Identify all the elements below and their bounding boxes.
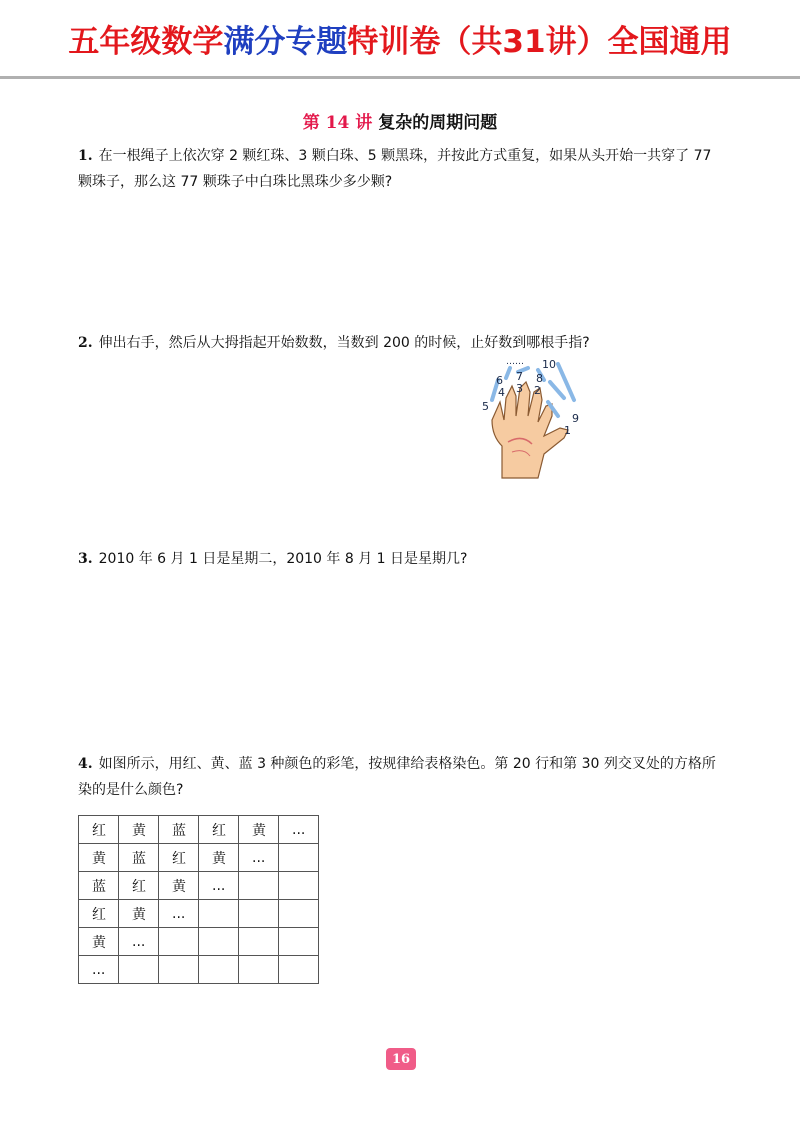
table-cell (279, 872, 319, 900)
table-cell: ... (79, 956, 119, 984)
banner-part-1: 五年级数学 (68, 23, 224, 60)
hand-label-5: 5 (482, 400, 489, 413)
table-cell (279, 900, 319, 928)
table-cell: 蓝 (159, 816, 199, 844)
table-cell: 黄 (79, 928, 119, 956)
table-cell (239, 872, 279, 900)
question-number: 2. (78, 335, 93, 351)
table-cell: ... (279, 816, 319, 844)
table-cell: 蓝 (119, 844, 159, 872)
table-cell: ... (159, 900, 199, 928)
table-cell (119, 956, 159, 984)
table-cell: 黄 (119, 900, 159, 928)
table-cell: 红 (79, 900, 119, 928)
table-cell: 红 (79, 816, 119, 844)
question-text: 在一根绳子上依次穿 2 颗红珠、3 颗白珠、5 颗黑珠，并按此方式重复，如果从头开始一共穿了 77 颗珠子，那么这 77 颗珠子中白珠比黑珠少多少颗? (78, 148, 712, 190)
question-3 (78, 546, 728, 572)
table-cell: ... (199, 872, 239, 900)
table-cell (199, 956, 239, 984)
table-row (79, 844, 319, 872)
table-cell: ... (119, 928, 159, 956)
table-cell (199, 900, 239, 928)
hand-label-9: 9 (572, 412, 579, 425)
table-cell: 红 (119, 872, 159, 900)
table-row (79, 900, 319, 928)
table-cell (279, 928, 319, 956)
table-cell: 黄 (159, 872, 199, 900)
question-number: 4. (78, 756, 93, 772)
question-1 (78, 143, 728, 195)
table-cell: 红 (159, 844, 199, 872)
table-cell (199, 928, 239, 956)
table-cell (239, 928, 279, 956)
hand-label-2: 2 (534, 384, 541, 397)
banner-part-3: 特训卷（共31讲）全国通用 (347, 23, 732, 60)
table-row (79, 956, 319, 984)
question-number: 3. (78, 551, 93, 567)
table-cell: 黄 (79, 844, 119, 872)
hand-label-4: 4 (498, 386, 505, 399)
table-cell (239, 956, 279, 984)
lesson-number: 第 14 讲 (302, 113, 373, 133)
table-cell: 黄 (199, 844, 239, 872)
question-text: 2010 年 6 月 1 日是星期二，2010 年 8 月 1 日是星期几? (98, 551, 468, 567)
table-row (79, 928, 319, 956)
table-cell: 黄 (239, 816, 279, 844)
lesson-title (0, 108, 800, 133)
color-pattern-table (78, 815, 319, 984)
page-number-badge: 16 (386, 1048, 416, 1070)
table-cell (279, 844, 319, 872)
table-row (79, 872, 319, 900)
hand-label-7: 7 (516, 370, 523, 383)
table-cell: 蓝 (79, 872, 119, 900)
table-cell: 红 (199, 816, 239, 844)
question-4 (78, 751, 728, 803)
table-cell: ... (239, 844, 279, 872)
hand-label-1: 1 (564, 424, 571, 437)
hand-label-6: 6 (496, 374, 503, 387)
question-text: 伸出右手，然后从大拇指起开始数数，当数到 200 的时候，止好数到哪根手指? (98, 335, 590, 351)
table-row (79, 816, 319, 844)
hand-label-10: 10 (542, 358, 556, 371)
banner-part-2: 满分专题 (223, 23, 348, 60)
question-number: 1. (78, 148, 93, 164)
hand-label-8: 8 (536, 372, 543, 385)
table-cell: 黄 (119, 816, 159, 844)
hand-label-3: 3 (516, 382, 523, 395)
table-cell (239, 900, 279, 928)
question-text: 如图所示，用红、黄、蓝 3 种颜色的彩笔，按规律给表格染色。第 20 行和第 30 列交叉处的方格所染的是什么颜色? (78, 756, 716, 798)
table-cell (279, 956, 319, 984)
table-cell (159, 928, 199, 956)
lesson-name: 复杂的周期问题 (378, 113, 498, 133)
banner-divider (0, 76, 800, 79)
hand-counting-illustration (478, 358, 590, 480)
banner-title (0, 0, 800, 76)
table-cell (159, 956, 199, 984)
question-2 (78, 330, 728, 356)
hand-label-dots: …… (506, 358, 524, 367)
